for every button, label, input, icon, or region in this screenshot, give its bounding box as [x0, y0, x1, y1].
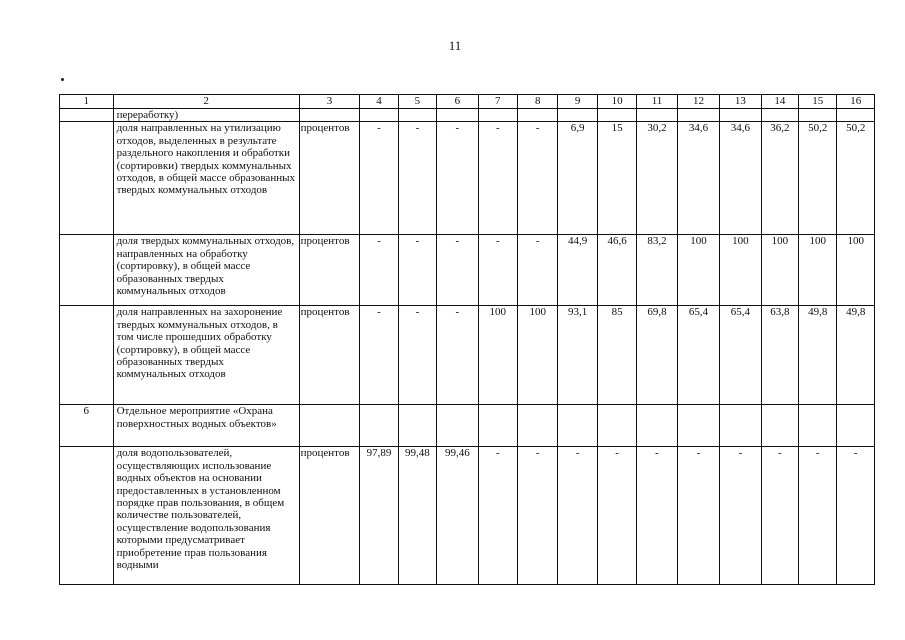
value-cell: 50,2	[837, 122, 875, 235]
value-cell: 34,6	[720, 122, 761, 235]
value-cell: 30,2	[637, 122, 677, 235]
value-cell: -	[677, 447, 719, 585]
value-cell	[761, 405, 798, 447]
header-cell: 10	[597, 95, 636, 109]
description-cell: доля твердых коммунальных отходов, направленных на обработку (сортировку), в общей массе образованных твердых коммунальных отходов	[113, 235, 299, 306]
header-cell: 12	[677, 95, 719, 109]
value-cell: 15	[597, 122, 636, 235]
value-cell	[558, 109, 597, 122]
value-cell: 36,2	[761, 122, 798, 235]
value-cell: 85	[597, 306, 636, 405]
description-cell: доля направленных на захоронение твердых коммунальных отходов, в том числе прошедших обработку (сортировку), в общей массе образованных твердых коммунальных отходов	[113, 306, 299, 405]
row-number-cell	[60, 235, 114, 306]
description-cell: доля водопользователей, осуществляющих использование водных объектов на основании предоставленных в установленном порядке прав пользования, в общем количестве пользователей, осуществление водопользования которыми предусматривает приобретение прав пользования водными	[113, 447, 299, 585]
value-cell	[720, 109, 761, 122]
row-number-cell	[60, 447, 114, 585]
value-cell: 99,48	[398, 447, 436, 585]
scan-speck	[61, 78, 64, 81]
value-cell: 63,8	[761, 306, 798, 405]
table-row	[60, 235, 875, 306]
value-cell: 100	[677, 235, 719, 306]
value-cell: 100	[799, 235, 837, 306]
value-cell: 49,8	[837, 306, 875, 405]
value-cell: -	[637, 447, 677, 585]
header-cell: 13	[720, 95, 761, 109]
value-cell: 93,1	[558, 306, 597, 405]
header-cell: 5	[398, 95, 436, 109]
value-cell: -	[360, 306, 398, 405]
value-cell: 99,46	[437, 447, 478, 585]
value-cell: 65,4	[720, 306, 761, 405]
value-cell	[761, 109, 798, 122]
header-cell: 9	[558, 95, 597, 109]
description-cell: доля направленных на утилизацию отходов, выделенных в результате раздельного накопления и обработки (сортировки) твердых коммунальных отходов, в общей массе образованных твердых коммунальных отходов	[113, 122, 299, 235]
value-cell	[677, 109, 719, 122]
value-cell	[597, 405, 636, 447]
value-cell: -	[398, 122, 436, 235]
table-row	[60, 306, 875, 405]
row-number-cell	[60, 306, 114, 405]
value-cell: -	[360, 235, 398, 306]
value-cell: -	[360, 122, 398, 235]
value-cell	[360, 109, 398, 122]
table-row	[60, 405, 875, 447]
value-cell	[398, 109, 436, 122]
value-cell	[799, 109, 837, 122]
value-cell: -	[837, 447, 875, 585]
header-cell: 16	[837, 95, 875, 109]
header-cell: 2	[113, 95, 299, 109]
row-number-cell	[60, 122, 114, 235]
value-cell: 97,89	[360, 447, 398, 585]
header-cell: 4	[360, 95, 398, 109]
row-number-cell	[60, 109, 114, 122]
value-cell: 100	[837, 235, 875, 306]
value-cell: -	[558, 447, 597, 585]
page-number: 11	[448, 38, 462, 53]
header-cell: 6	[437, 95, 478, 109]
unit-cell: процентов	[299, 235, 360, 306]
value-cell: 49,8	[799, 306, 837, 405]
header-cell: 8	[518, 95, 558, 109]
indicators-table	[59, 94, 875, 585]
value-cell	[720, 405, 761, 447]
unit-cell	[299, 405, 360, 447]
value-cell	[398, 405, 436, 447]
value-cell: -	[398, 235, 436, 306]
header-cell: 14	[761, 95, 798, 109]
value-cell: 50,2	[799, 122, 837, 235]
value-cell	[478, 405, 517, 447]
value-cell: 100	[720, 235, 761, 306]
value-cell	[837, 405, 875, 447]
value-cell: 83,2	[637, 235, 677, 306]
value-cell	[677, 405, 719, 447]
value-cell: 100	[518, 306, 558, 405]
value-cell: 44,9	[558, 235, 597, 306]
description-cell: переработку)	[113, 109, 299, 122]
value-cell: -	[720, 447, 761, 585]
unit-cell: процентов	[299, 447, 360, 585]
value-cell	[558, 405, 597, 447]
header-cell: 7	[478, 95, 517, 109]
value-cell: -	[437, 235, 478, 306]
value-cell: -	[398, 306, 436, 405]
value-cell: -	[437, 306, 478, 405]
value-cell: -	[478, 447, 517, 585]
value-cell	[437, 109, 478, 122]
value-cell: 65,4	[677, 306, 719, 405]
value-cell	[437, 405, 478, 447]
value-cell: -	[518, 447, 558, 585]
value-cell: -	[478, 122, 517, 235]
value-cell: -	[761, 447, 798, 585]
value-cell: 6,9	[558, 122, 597, 235]
unit-cell	[299, 109, 360, 122]
value-cell	[518, 405, 558, 447]
value-cell	[518, 109, 558, 122]
value-cell: 46,6	[597, 235, 636, 306]
row-number-cell: 6	[60, 405, 114, 447]
value-cell: 100	[478, 306, 517, 405]
value-cell	[799, 405, 837, 447]
header-cell: 11	[637, 95, 677, 109]
value-cell	[360, 405, 398, 447]
value-cell: -	[597, 447, 636, 585]
value-cell: -	[799, 447, 837, 585]
value-cell: -	[518, 122, 558, 235]
value-cell: 69,8	[637, 306, 677, 405]
description-cell: Отдельное мероприятие «Охрана поверхностных водных объектов»	[113, 405, 299, 447]
value-cell: -	[518, 235, 558, 306]
unit-cell: процентов	[299, 306, 360, 405]
header-cell: 1	[60, 95, 114, 109]
table-row	[60, 122, 875, 235]
header-row	[60, 95, 875, 109]
value-cell	[837, 109, 875, 122]
value-cell	[478, 109, 517, 122]
value-cell	[637, 405, 677, 447]
header-cell: 3	[299, 95, 360, 109]
value-cell: 100	[761, 235, 798, 306]
value-cell	[637, 109, 677, 122]
value-cell: 34,6	[677, 122, 719, 235]
header-cell: 15	[799, 95, 837, 109]
value-cell: -	[437, 122, 478, 235]
unit-cell: процентов	[299, 122, 360, 235]
table-row	[60, 447, 875, 585]
value-cell: -	[478, 235, 517, 306]
table-row	[60, 109, 875, 122]
value-cell	[597, 109, 636, 122]
